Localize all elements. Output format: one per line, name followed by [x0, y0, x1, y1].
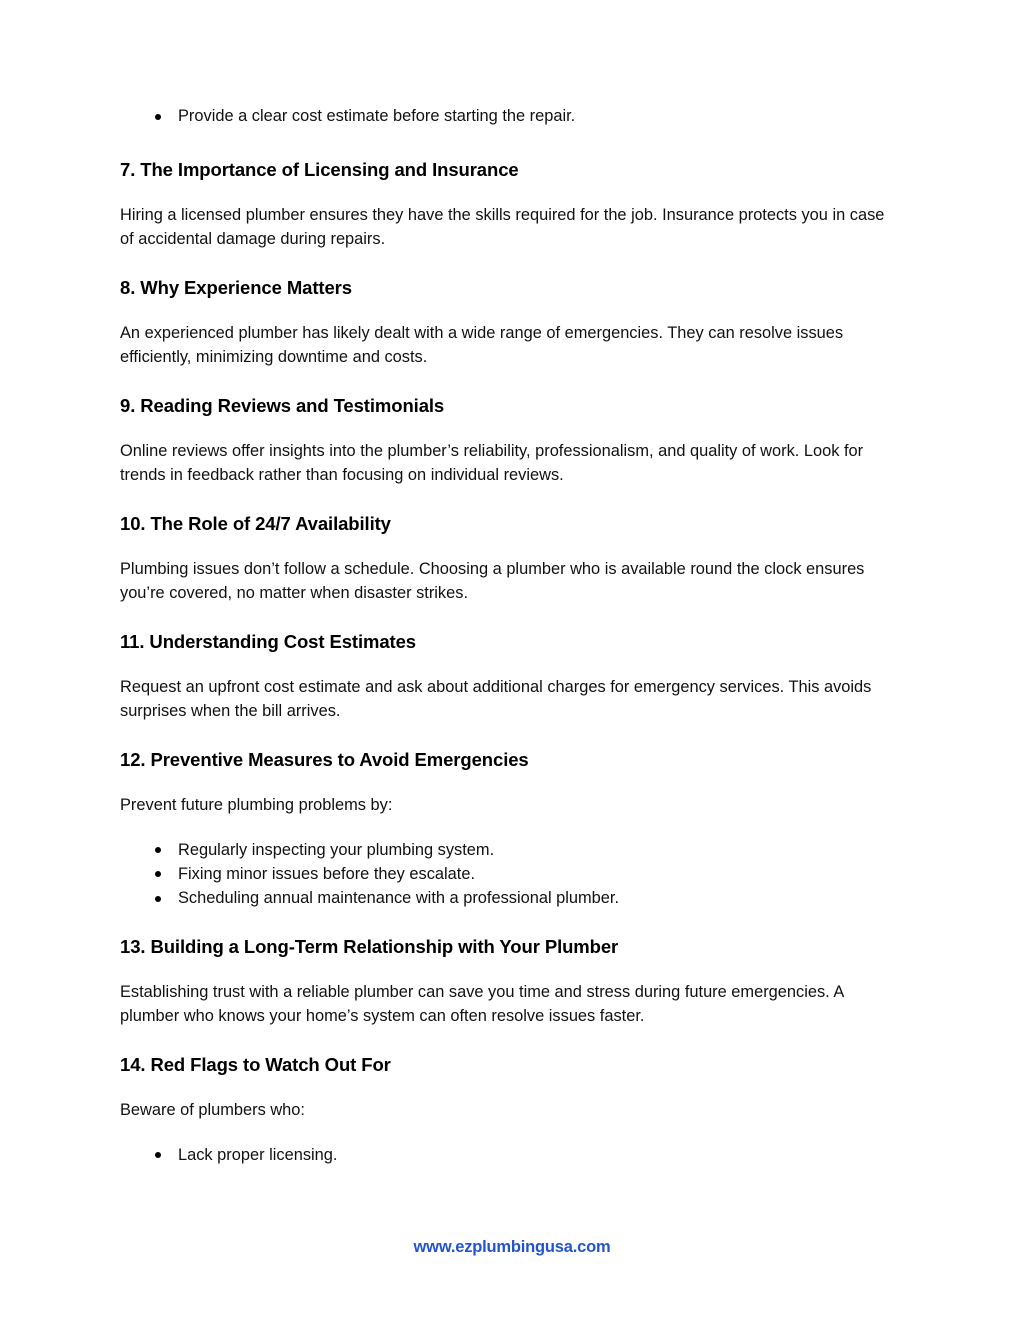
- page-footer: [0, 1238, 1024, 1257]
- section-14-bullet-list: [120, 1143, 888, 1167]
- section-heading-14: 14. Red Flags to Watch Out For: [120, 1054, 391, 1076]
- section-paragraph-12: Prevent future plumbing problems by:: [120, 796, 393, 815]
- list-item: [120, 104, 888, 128]
- bullet-dot-icon: [155, 1152, 161, 1158]
- list-item: [120, 1143, 888, 1167]
- section-paragraph-11: Request an upfront cost estimate and ask about additional charges for emergency services. This avoids surprises when the bill arrives.: [120, 678, 872, 720]
- section-heading-9: 9. Reading Reviews and Testimonials: [120, 395, 445, 417]
- list-item: [120, 838, 888, 862]
- section-heading-11: 11. Understanding Cost Estimates: [120, 631, 416, 653]
- section-heading-10: 10. The Role of 24/7 Availability: [120, 513, 391, 535]
- bullet-dot-icon: [155, 114, 161, 120]
- section-paragraph-8: An experienced plumber has likely dealt with a wide range of emergencies. They can resolve issues efficiently, minimizing downtime and costs.: [120, 324, 844, 366]
- bullet-dot-icon: [155, 847, 161, 853]
- list-item-label: Lack proper licensing.: [178, 1145, 338, 1164]
- footer-website-link[interactable]: www.ezplumbingusa.com: [413, 1238, 611, 1256]
- section-heading-13: 13. Building a Long-Term Relationship with Your Plumber: [120, 936, 619, 958]
- list-item-label: Regularly inspecting your plumbing system.: [178, 840, 495, 859]
- section-heading-8: 8. Why Experience Matters: [120, 277, 352, 299]
- section-paragraph-9: Online reviews offer insights into the plumber’s reliability, professionalism, and quality of work. Look for trends in feedback rather than focusing on individual reviews.: [120, 442, 864, 484]
- section-heading-7: 7. The Importance of Licensing and Insurance: [120, 159, 519, 181]
- continuation-bullet-list: [120, 104, 888, 128]
- section-paragraph-7: Hiring a licensed plumber ensures they have the skills required for the job. Insurance protects you in case of accidental damage during repairs.: [120, 206, 885, 248]
- list-item-label: Provide a clear cost estimate before starting the repair.: [178, 107, 576, 125]
- list-item-label: Scheduling annual maintenance with a professional plumber.: [178, 889, 620, 908]
- list-item: [120, 862, 888, 886]
- list-item-label: Fixing minor issues before they escalate.: [178, 864, 475, 883]
- section-paragraph-13: Establishing trust with a reliable plumber can save you time and stress during future emergencies. A plumber who knows your home’s system can often resolve issues faster.: [120, 983, 844, 1025]
- bullet-dot-icon: [155, 896, 161, 902]
- list-item: [120, 886, 888, 910]
- section-12-bullet-list: [120, 838, 888, 911]
- section-heading-12: 12. Preventive Measures to Avoid Emergencies: [120, 749, 529, 771]
- section-paragraph-10: Plumbing issues don’t follow a schedule. Choosing a plumber who is available round the clock ensures you’re covered, no matter when disaster strikes.: [120, 560, 865, 602]
- bullet-dot-icon: [155, 871, 161, 877]
- page-content: [120, 104, 888, 1167]
- section-paragraph-14: Beware of plumbers who:: [120, 1101, 305, 1120]
